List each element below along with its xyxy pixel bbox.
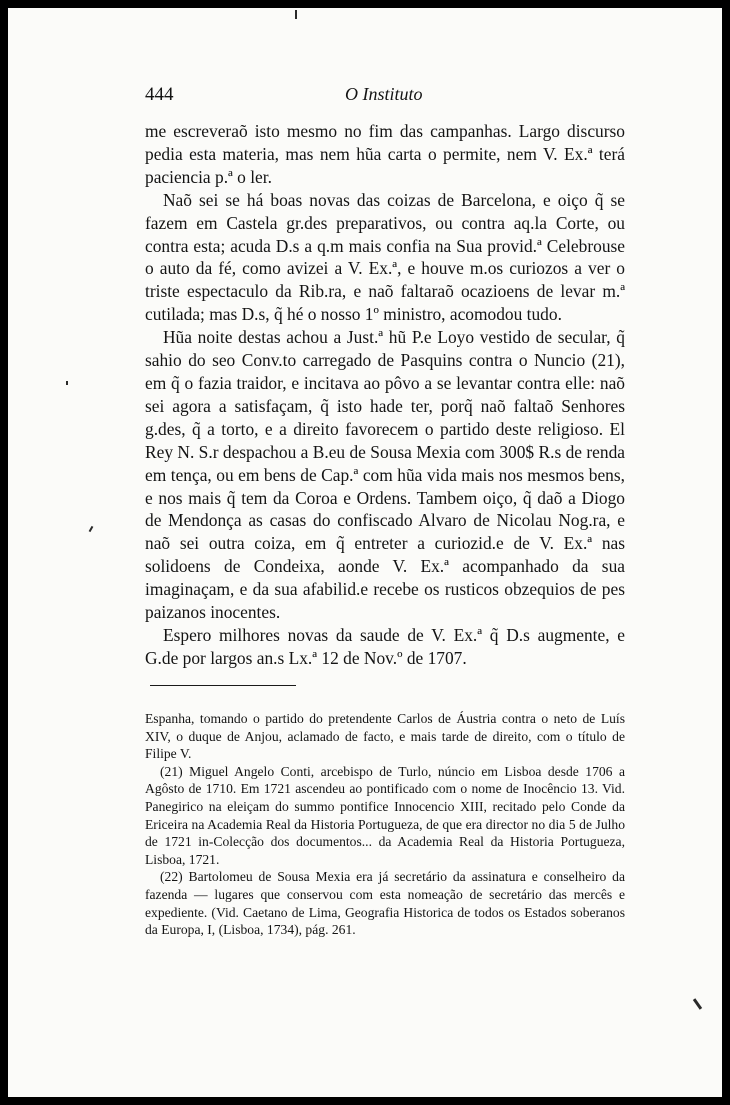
footnote-divider <box>150 685 296 686</box>
letter-body <box>145 120 625 670</box>
scan-speck <box>295 10 297 19</box>
footnotes <box>145 710 625 939</box>
body-paragraph-4: Espero milhores novas da saude de V. Ex.ª q̃ D.s augmente, e G.de por largos an.s Lx.ª 12 de Nov.º de 1707. <box>145 624 625 668</box>
body-paragraph-1: me escreveraõ isto mesmo no fim das campanhas. Largo discurso pedia esta materia, mas nem hũa carta o permite, nem V. Ex.ª terá paciencia p.ª o ler. <box>145 121 625 187</box>
page-number: 444 <box>145 84 174 105</box>
scan-speck <box>66 381 68 385</box>
footnote-21: (21) Miguel Angelo Conti, arcebispo de Turlo, núncio em Lisboa desde 1706 a Agôsto de 1710. Em 1721 ascendeu ao pontificado com o nome de Inocêncio 13. Vid. Panegirico na eleiçam do summo pontifice Innocencio XIII, recitado pelo Conde da Ericeira na Academia Real da Historia Portugueza, de que era director no dia 5 de Julho de 1721 in-Colecção dos documentos... da Academia Real da Historia Portugueza, Lisboa, 1721. <box>145 763 625 867</box>
scan-speck <box>89 526 94 532</box>
running-title: O Instituto <box>345 84 423 104</box>
footnote-continuation: Espanha, tomando o partido do pretendente Carlos de Áustria contra o neto de Luís XIV, o duque de Anjou, aclamado de facto, e mais tarde de direito, com o título de Filipe V. <box>145 711 625 762</box>
body-paragraph-3: Hũa noite destas achou a Just.ª hũ P.e Loyo vestido de secular, q̃ sahio do seo Conv.to carregado de Pasquins contra o Nuncio (21), em q̃ o fazia traidor, e incitava ao pôvo a se levantar contra elle: naõ sei agora a satisfaçam, q̃ isto hade ter, porq̃ naõ faltaõ Senhores g.des, q̃ a torto, e a direito favorecem o partido deste religioso. El Rey N. S.r despachou a B.eu de Sousa Mexia com 300$ R.s de renda em tença, ou em bens de Cap.ª com hũa vida mais nos mesmos bens, e nos mais q̃ tem da Coroa e Ordens. Tambem oiço, q̃ daõ a Diogo de Mendonça as casas do confiscado Alvaro de Nicolau Nog.ra, e naõ sei outra coiza, em q̃ entreter a curiozid.e de V. Ex.ª nas solidoens de Condeixa, aonde V. Ex.ª acompanhado da sua imaginaçam, e da sua afabilid.e recebe os rusticos obzequios de pes paizanos inocentes. <box>145 327 625 623</box>
page-header <box>145 78 627 108</box>
body-paragraph-2: Naõ sei se há boas novas das coizas de Barcelona, e oiço q̃ se fazem em Castela gr.des preparativos, ou contra aq.la Corte, ou contra esta; acuda D.s a q.m mais confia na Sua provid.ª Celebrouse o auto da fé, como avizei a V. Ex.ª, e houve m.os curiozos a ver o triste espectaculo da Rib.ra, e naõ faltaraõ ocazioens de levar m.ª cutilada; mas D.s, q̃ hé o nosso 1º ministro, acomodou tudo. <box>145 189 625 325</box>
scanned-page <box>8 8 722 1097</box>
scan-speck <box>693 998 702 1010</box>
footnote-22: (22) Bartolomeu de Sousa Mexia era já secretário da assinatura e conselheiro da fazenda — lugares que conservou com esta nomeação de secretário das mercês e expediente. (Vid. Caetano de Lima, Geografia Historica de todos os Estados soberanos da Europa, I, (Lisboa, 1734), pág. 261. <box>145 869 625 938</box>
